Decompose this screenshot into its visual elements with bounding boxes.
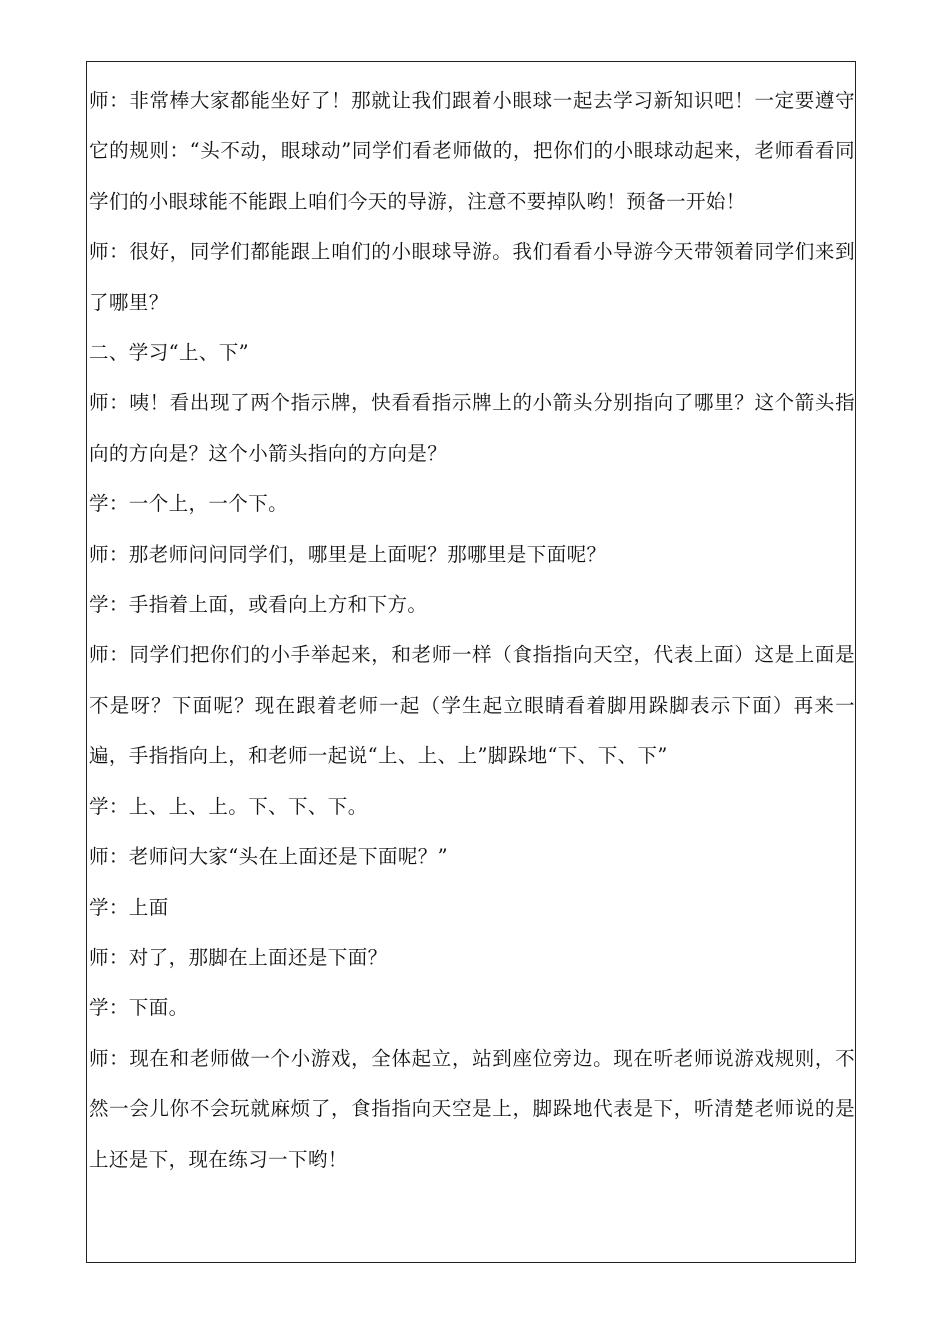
section-heading-learn-up-down: 二、学习“上、下” (89, 341, 250, 365)
paragraph-teacher-signs: 师：咦！看出现了两个指示牌，快看看指示牌上的小箭头分别指向了哪里？这个箭头指向的方向是？这个小箭头指向的方向是？ (89, 391, 855, 465)
paragraph-teacher-question-3: 师：对了，那脚在上面还是下面？ (89, 945, 388, 969)
paragraph-student-answer-5: 学：下面。 (89, 996, 189, 1020)
paragraph-teacher-demonstration: 师：同学们把你们的小手举起来，和老师一样（食指指向天空，代表上面）这是上面是不是呀？下面呢？现在跟着老师一起（学生起立眼睛看着脚用跺脚表示下面）再来一遍，手指指向上，和老师一起说“上、上、上”脚跺地“下、下、下” (89, 643, 855, 768)
paragraph-teacher-game-rules: 师：现在和老师做一个小游戏，全体起立，站到座位旁边。现在听老师说游戏规则，不然一会儿你不会玩就麻烦了，食指指向天空是上，脚跺地代表是下，听清楚老师说的是上还是下，现在练习一下哟！ (89, 1046, 855, 1171)
paragraph-teacher-question-2: 师：老师问大家“头在上面还是下面呢？” (89, 845, 449, 869)
lesson-plan-table-cell (86, 61, 856, 1263)
paragraph-teacher-question-1: 师：那老师问问同学们，哪里是上面呢？那哪里是下面呢？ (89, 542, 607, 566)
paragraph-student-answer-3: 学：上、上、上。下、下、下。 (89, 794, 368, 818)
paragraph-student-answer-1: 学：一个上，一个下。 (89, 492, 289, 516)
paragraph-teacher-praise: 师：很好，同学们都能跟上咱们的小眼球导游。我们看看小导游今天带领着同学们来到了哪里？ (89, 240, 855, 314)
paragraph-student-answer-4: 学：上面 (89, 895, 169, 919)
paragraph-student-answer-2: 学：手指着上面，或看向上方和下方。 (89, 593, 428, 617)
lesson-transcript (89, 76, 855, 1185)
paragraph-teacher-intro: 师：非常棒大家都能坐好了！那就让我们跟着小眼球一起去学习新知识吧！一定要遵守它的规则：“头不动，眼球动”同学们看老师做的，把你们的小眼球动起来，老师看看同学们的小眼球能不能跟上咱们今天的导游，注意不要掉队哟！预备一开始！ (89, 89, 855, 213)
